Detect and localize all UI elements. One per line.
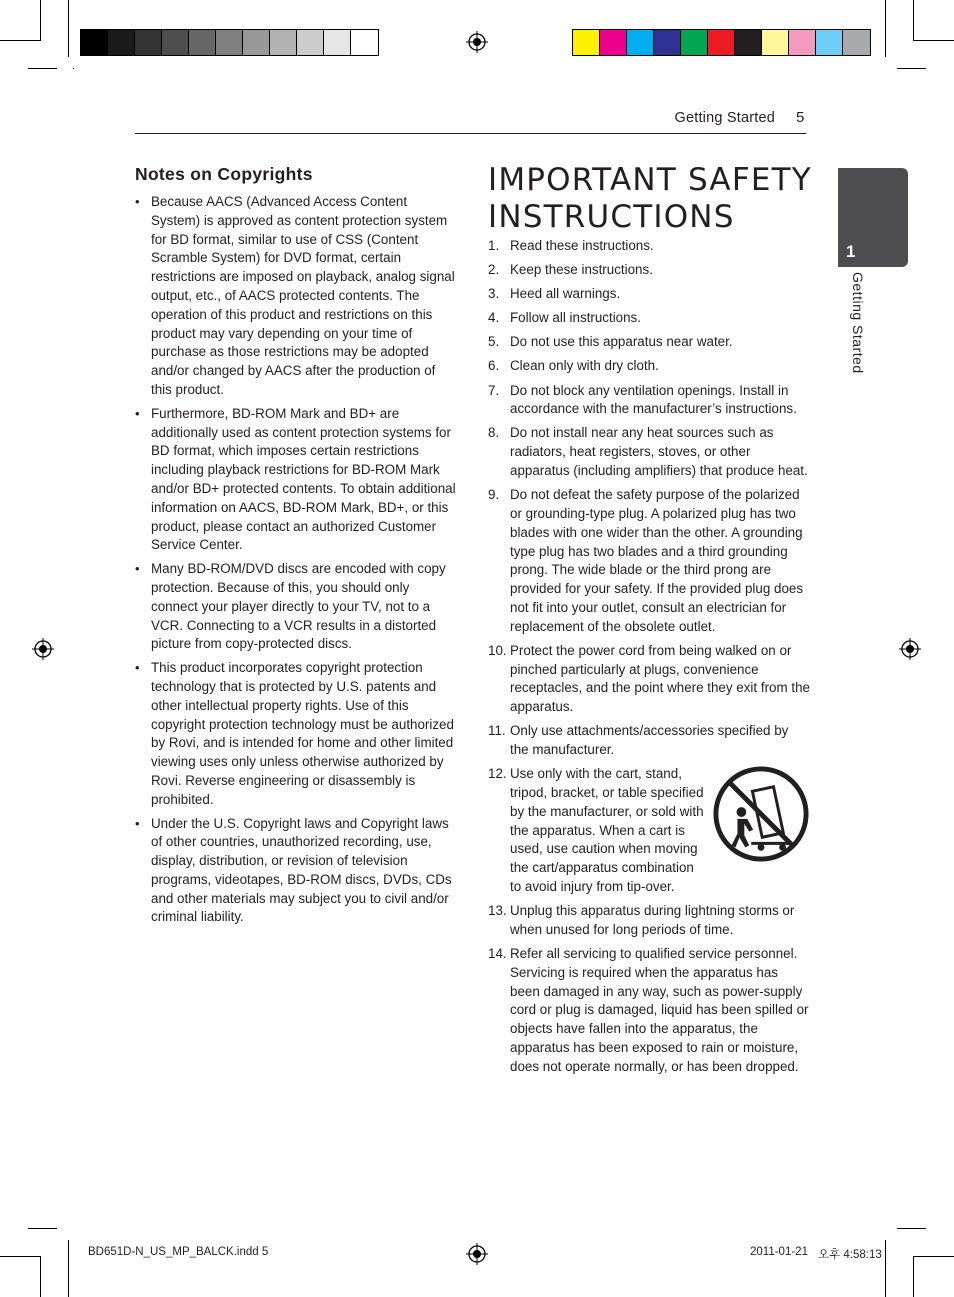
grayscale-swatch [351, 30, 378, 55]
list-item-text: Use only with the cart, stand, tripod, bracket, or table specified by the manufacturer, or sold with the apparatus. When a cart is used, use caution when moving the cart/apparatus combination to avoid injury from tip-over. [510, 766, 704, 894]
color-swatch [627, 30, 654, 55]
list-item-text: Do not defeat the safety purpose of the polarized or grounding-type plug. A polarized plug has two blades with one wider than the other. A grounding type plug has two blades and a third grounding prong. The wide blade or the third prong are provided for your safety. If the provided plug does not fit into your outlet, consult an electrician for replacement of the obsolete outlet. [510, 487, 804, 634]
color-swatch [762, 30, 789, 55]
crop-mark [0, 1256, 41, 1257]
crop-mark [913, 1256, 954, 1257]
list-item-text: Heed all warnings. [510, 286, 621, 302]
color-swatch [654, 30, 681, 55]
crop-mark [885, 0, 886, 57]
list-item-number: 12. [488, 766, 507, 782]
slug-date: 2011-01-21 [750, 1246, 808, 1258]
list-item [488, 642, 810, 717]
grayscale-swatch [324, 30, 351, 55]
chapter-label: Getting Started [850, 272, 866, 374]
crop-mark [897, 1228, 926, 1229]
list-item [488, 237, 810, 256]
list-item-number: 9. [488, 487, 500, 503]
list-item-number: 7. [488, 382, 500, 398]
list-item-number: 10. [488, 642, 507, 658]
registration-mark-icon [466, 31, 488, 53]
list-item [488, 382, 810, 420]
crop-mark [913, 1256, 914, 1297]
list-item-text: Clean only with dry cloth. [510, 358, 659, 374]
list-item-number: 6. [488, 358, 500, 374]
color-swatch [600, 30, 627, 55]
list-item [488, 902, 810, 940]
list-item [488, 486, 810, 636]
grayscale-swatch [270, 30, 297, 55]
list-item-text: Unplug this apparatus during lightning storms or when unused for long periods of time. [510, 903, 795, 937]
crop-mark [913, 40, 954, 41]
list-item-text: Do not install near any heat sources such as radiators, heat registers, stoves, or other apparatus (including amplifiers) that produce heat. [510, 425, 808, 479]
list-item-text: Do not use this apparatus near water. [510, 334, 733, 350]
registration-mark-icon [466, 1243, 488, 1265]
chapter-number: 1 [846, 242, 856, 261]
list-item-text: Under the U.S. Copyright laws and Copyright laws of other countries, unauthorized recording, use, display, distribution, or revision of television programs, videotapes, BD-ROM discs, DVDs, CDs and other materials may subject you to civil and/or criminal liability. [151, 815, 452, 925]
list-item [135, 659, 457, 809]
color-swatch [708, 30, 735, 55]
grayscale-bar [80, 29, 379, 56]
registration-mark-icon [899, 638, 921, 660]
list-item-number: 1. [488, 238, 500, 253]
crop-mark [885, 1240, 886, 1297]
bullet-icon: • [135, 815, 140, 831]
list-item-number: 4. [488, 310, 500, 326]
list-item [488, 765, 810, 897]
page-title-line: IMPORTANT SAFETY [488, 162, 812, 198]
list-item [488, 309, 810, 328]
crop-mark [0, 40, 41, 41]
cart-tip-over-warning-icon [712, 765, 810, 863]
color-swatch [843, 30, 870, 55]
list-item-text: Protect the power cord from being walked on or pinched particularly at plugs, convenience receptacles, and the point where they exit from the apparatus. [510, 642, 810, 715]
crop-mark [913, 0, 914, 41]
crop-mark [28, 68, 57, 69]
list-item-text: Refer all servicing to qualified service personnel. Servicing is required when the apparatus has been damaged in any way, such as power-supply cord or plug is damaged, liquid has been spilled or objects have fallen into the apparatus, the apparatus has been exposed to rain or moisture, does not operate normally, or has been dropped. [510, 945, 809, 1074]
list-item [488, 285, 810, 304]
bullet-icon: • [135, 660, 140, 676]
list-item-text: Keep these instructions. [510, 262, 653, 278]
crop-mark [28, 1228, 57, 1229]
list-item [488, 424, 810, 480]
list-item [488, 261, 810, 280]
grayscale-swatch [81, 30, 108, 55]
crop-mark [73, 68, 74, 69]
list-item [488, 357, 810, 376]
list-item [488, 333, 810, 352]
bullet-icon: • [135, 561, 140, 577]
list-item-text: Follow all instructions. [510, 310, 641, 326]
color-swatch [681, 30, 708, 55]
list-item-number: 3. [488, 286, 500, 302]
list-item-number: 5. [488, 334, 500, 350]
color-swatch [735, 30, 762, 55]
list-item-number: 13. [488, 903, 507, 919]
crop-mark [40, 0, 41, 41]
crop-mark [68, 0, 69, 57]
slug-file-name: BD651D-N_US_MP_BALCK.indd 5 [88, 1246, 269, 1258]
page-title-line: INSTRUCTIONS [488, 199, 735, 235]
list-item [135, 193, 457, 400]
list-item-text: Many BD-ROM/DVD discs are encoded with copy protection. Because of this, you should only connect your player directly to your TV, not to a VCR. Connecting to a VCR results in a distorted picture from copy-protected discs. [151, 561, 446, 652]
list-item-text: Furthermore, BD-ROM Mark and BD+ are additionally used as content protection systems for BD format, which imposes certain restrictions including playback restrictions for BD-ROM Mark and/or BD+ protected contents. To obtain additional information on AACS, BD-ROM Mark, BD+, or this product, please contact an authorized Customer Service Center. [151, 405, 456, 553]
page-title [488, 162, 818, 236]
list-item-text: Read these instructions. [510, 238, 654, 253]
color-swatch [573, 30, 600, 55]
page-number: 5 [796, 109, 805, 126]
grayscale-swatch [216, 30, 243, 55]
list-item-number: 14. [488, 945, 507, 961]
section-title: Notes on Copyrights [135, 164, 313, 184]
grayscale-swatch [243, 30, 270, 55]
list-item-text: Only use attachments/accessories specified by the manufacturer. [510, 723, 789, 758]
crop-mark [40, 1256, 41, 1297]
copyright-notes-list [135, 193, 457, 932]
color-swatch [816, 30, 843, 55]
grayscale-swatch [297, 30, 324, 55]
list-item [135, 560, 457, 654]
registration-mark-icon [32, 638, 54, 660]
grayscale-swatch [135, 30, 162, 55]
running-header-section: Getting Started [674, 110, 775, 126]
bullet-icon: • [135, 405, 140, 421]
crop-mark [897, 68, 926, 69]
grayscale-swatch [108, 30, 135, 55]
list-item-text: Do not block any ventilation openings. Install in accordance with the manufacturer’s instructions. [510, 382, 797, 417]
bullet-icon: • [135, 194, 140, 209]
slug-time: 오후 4:58:13 [818, 1249, 882, 1261]
crop-mark [68, 1240, 69, 1297]
header-rule [135, 133, 806, 134]
list-item [135, 815, 457, 928]
list-item-text: This product incorporates copyright protection technology that is protected by U.S. patents and other intellectual property rights. Use of this copyright protection technology must be authorized by Rovi, and is intended for home and other limited viewing uses only unless otherwise authorized by Rovi. Reverse engineering or disassembly is prohibited. [151, 660, 454, 807]
color-swatch [789, 30, 816, 55]
list-item-number: 8. [488, 425, 500, 441]
grayscale-swatch [162, 30, 189, 55]
list-item-text: Because AACS (Advanced Access Content System) is approved as content protection system for BD format, similar to use of CSS (Content Scramble System) for DVD format, certain restrictions are imposed on playback, analog signal output, etc., of AACS protected contents. The operation of this product and restrictions on this product may vary depending on your time of purchase as those restrictions may be adopted and/or changed by AACS after the production of this product. [151, 194, 455, 397]
color-bar [572, 29, 871, 56]
list-item [135, 405, 457, 555]
grayscale-swatch [189, 30, 216, 55]
list-item-number: 11. [488, 723, 506, 739]
list-item [488, 722, 810, 760]
list-item [488, 945, 810, 1077]
safety-instructions-list [488, 237, 810, 1082]
list-item-number: 2. [488, 262, 500, 278]
